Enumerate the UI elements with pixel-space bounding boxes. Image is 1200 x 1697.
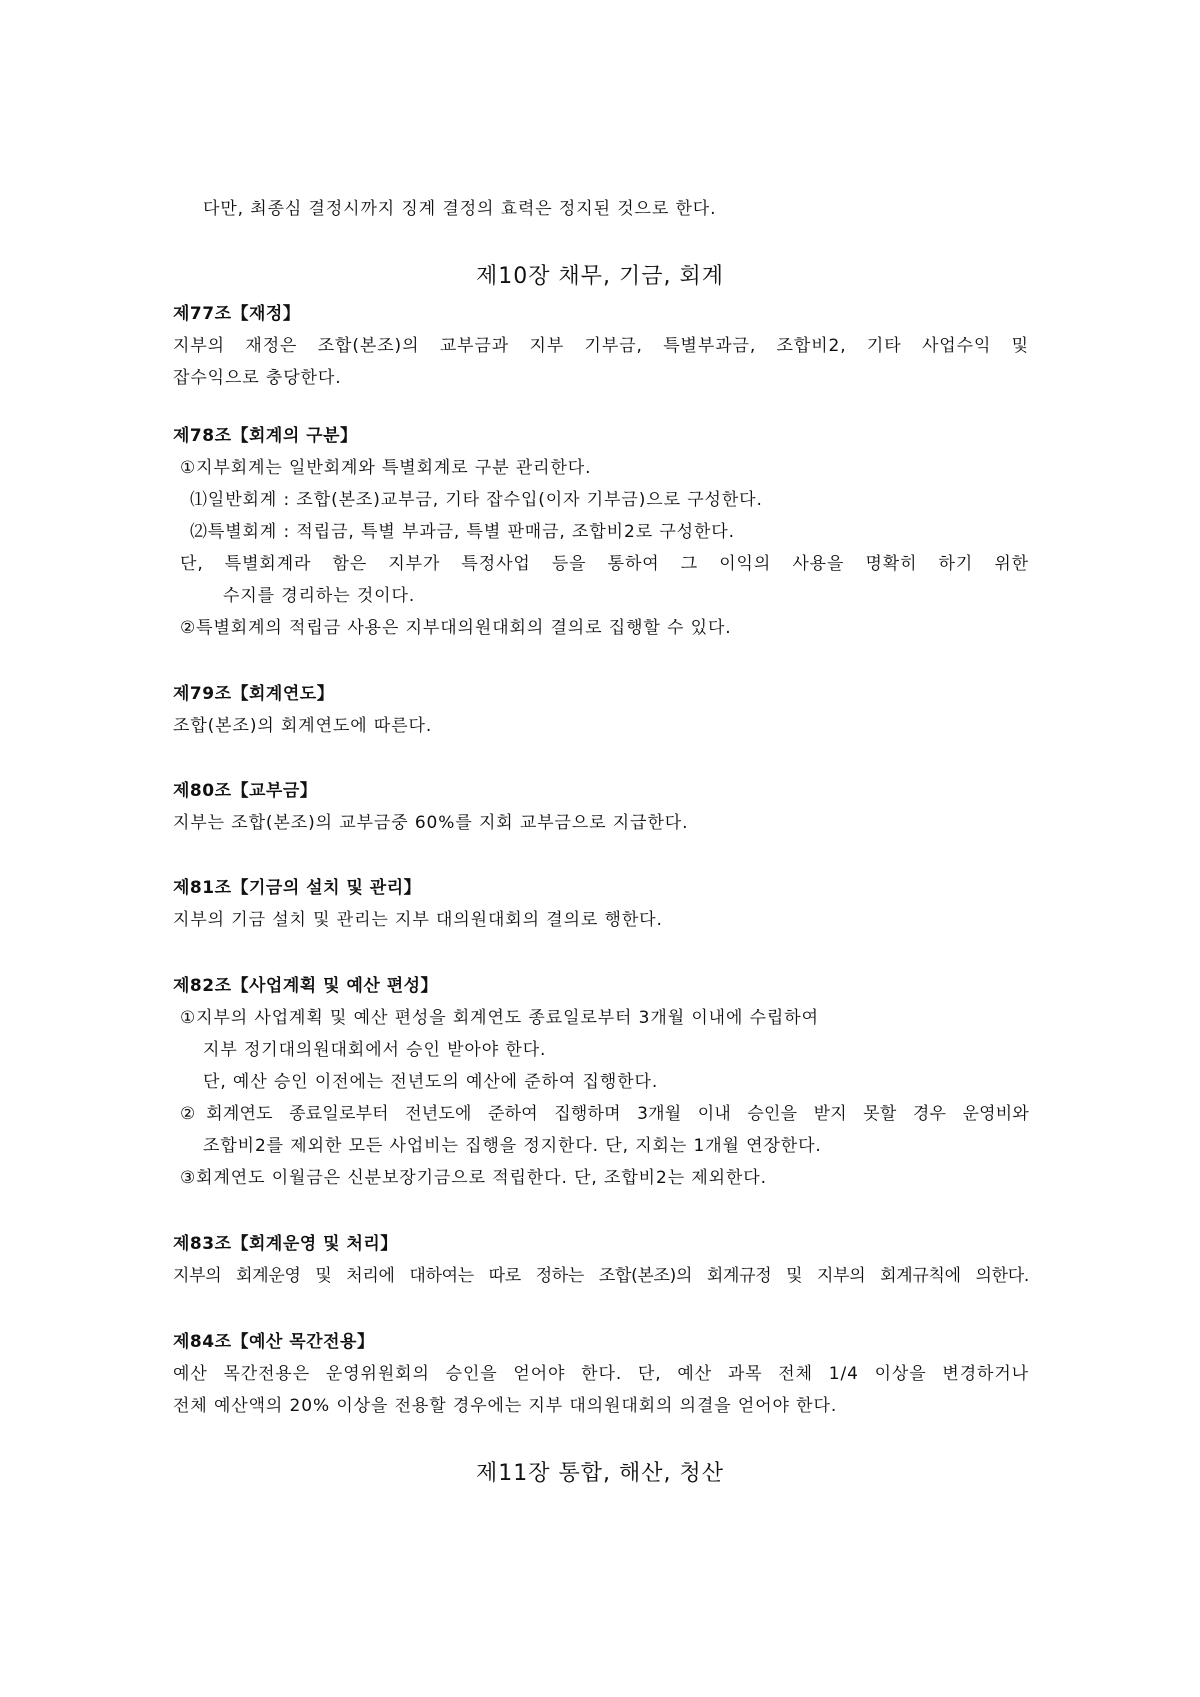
article-78-item-2: ②특별회계의 적립금 사용은 지부대의원대회의 결의로 집행할 수 있다. xyxy=(180,618,732,638)
article-82-item-3: ③회계연도 이월금은 신분보장기금으로 적립한다. 단, 조합비2는 제외한다. xyxy=(180,1168,767,1188)
article-82-item-1-cont: 지부 정기대의원대회에서 승인 받아야 한다. xyxy=(203,1040,547,1060)
article-78-heading: 제78조【회계의 구분】 xyxy=(173,426,358,446)
article-78-item-1: ①지부회계는 일반회계와 특별회계로 구분 관리한다. xyxy=(180,458,592,478)
article-78-subitem-2: ⑵특별회계 : 적립금, 특별 부과금, 특별 판매금, 조합비2로 구성한다. xyxy=(190,522,735,542)
proviso-line: 다만, 최종심 결정시까지 징계 결정의 효력은 정지된 것으로 한다. xyxy=(203,199,717,219)
article-83-heading: 제83조【회계운영 및 처리】 xyxy=(173,1234,398,1254)
article-77-text-2: 잡수익으로 충당한다. xyxy=(173,368,342,388)
article-82-item-1: ①지부의 사업계획 및 예산 편성을 회계연도 종료일로부터 3개월 이내에 수립하여 xyxy=(180,1008,819,1028)
article-84-heading: 제84조【예산 목간전용】 xyxy=(173,1332,375,1352)
article-82-item-2: ②회계연도 종료일로부터 전년도에 준하여 집행하며 3개월 이내 승인을 받지 못할 경우 운영비와 xyxy=(180,1104,1029,1124)
article-77-heading: 제77조【재정】 xyxy=(173,304,301,324)
article-79-heading: 제79조【회계연도】 xyxy=(173,684,335,704)
article-78-subitem-1: ⑴일반회계 : 조합(본조)교부금, 기타 잡수입(이자 기부금)으로 구성한다. xyxy=(190,490,763,510)
article-84-text-2: 전체 예산액의 20% 이상을 전용할 경우에는 지부 대의원대회의 의결을 얻어야 한다. xyxy=(173,1396,838,1416)
article-82-heading: 제82조【사업계획 및 예산 편성】 xyxy=(173,976,439,996)
article-77-text-1: 지부의 재정은 조합(본조)의 교부금과 지부 기부금, 특별부과금, 조합비2, 기타 사업수익 및 xyxy=(173,336,1029,356)
article-79-text: 조합(본조)의 회계연도에 따른다. xyxy=(173,716,433,736)
article-78-proviso-1: 단, 특별회계라 함은 지부가 특정사업 등을 통하여 그 이익의 사용을 명확히 하기 위한 xyxy=(180,554,1029,574)
article-82-item-2-cont: 조합비2를 제외한 모든 사업비는 집행을 정지한다. 단, 지회는 1개월 연장한다. xyxy=(203,1136,822,1156)
article-84-text-1: 예산 목간전용은 운영위원회의 승인을 얻어야 한다. 단, 예산 과목 전체 1/4 이상을 변경하거나 xyxy=(173,1364,1029,1384)
article-82-item-1-proviso: 단, 예산 승인 이전에는 전년도의 예산에 준하여 집행한다. xyxy=(203,1072,659,1092)
article-78-proviso-2: 수지를 경리하는 것이다. xyxy=(223,586,416,606)
chapter-10-title: 제10장 채무, 기금, 회계 xyxy=(476,264,724,289)
article-81-heading: 제81조【기금의 설치 및 관리】 xyxy=(173,878,422,898)
article-83-text: 지부의 회계운영 및 처리에 대하여는 따로 정하는 조합(본조)의 회계규정 및 지부의 회계규칙에 의한다. xyxy=(173,1266,1029,1286)
article-80-heading: 제80조【교부금】 xyxy=(173,781,318,801)
chapter-11-title: 제11장 통합, 해산, 청산 xyxy=(476,1461,724,1486)
article-80-text: 지부는 조합(본조)의 교부금중 60%를 지회 교부금으로 지급한다. xyxy=(173,813,689,833)
article-81-text: 지부의 기금 설치 및 관리는 지부 대의원대회의 결의로 행한다. xyxy=(173,910,663,930)
